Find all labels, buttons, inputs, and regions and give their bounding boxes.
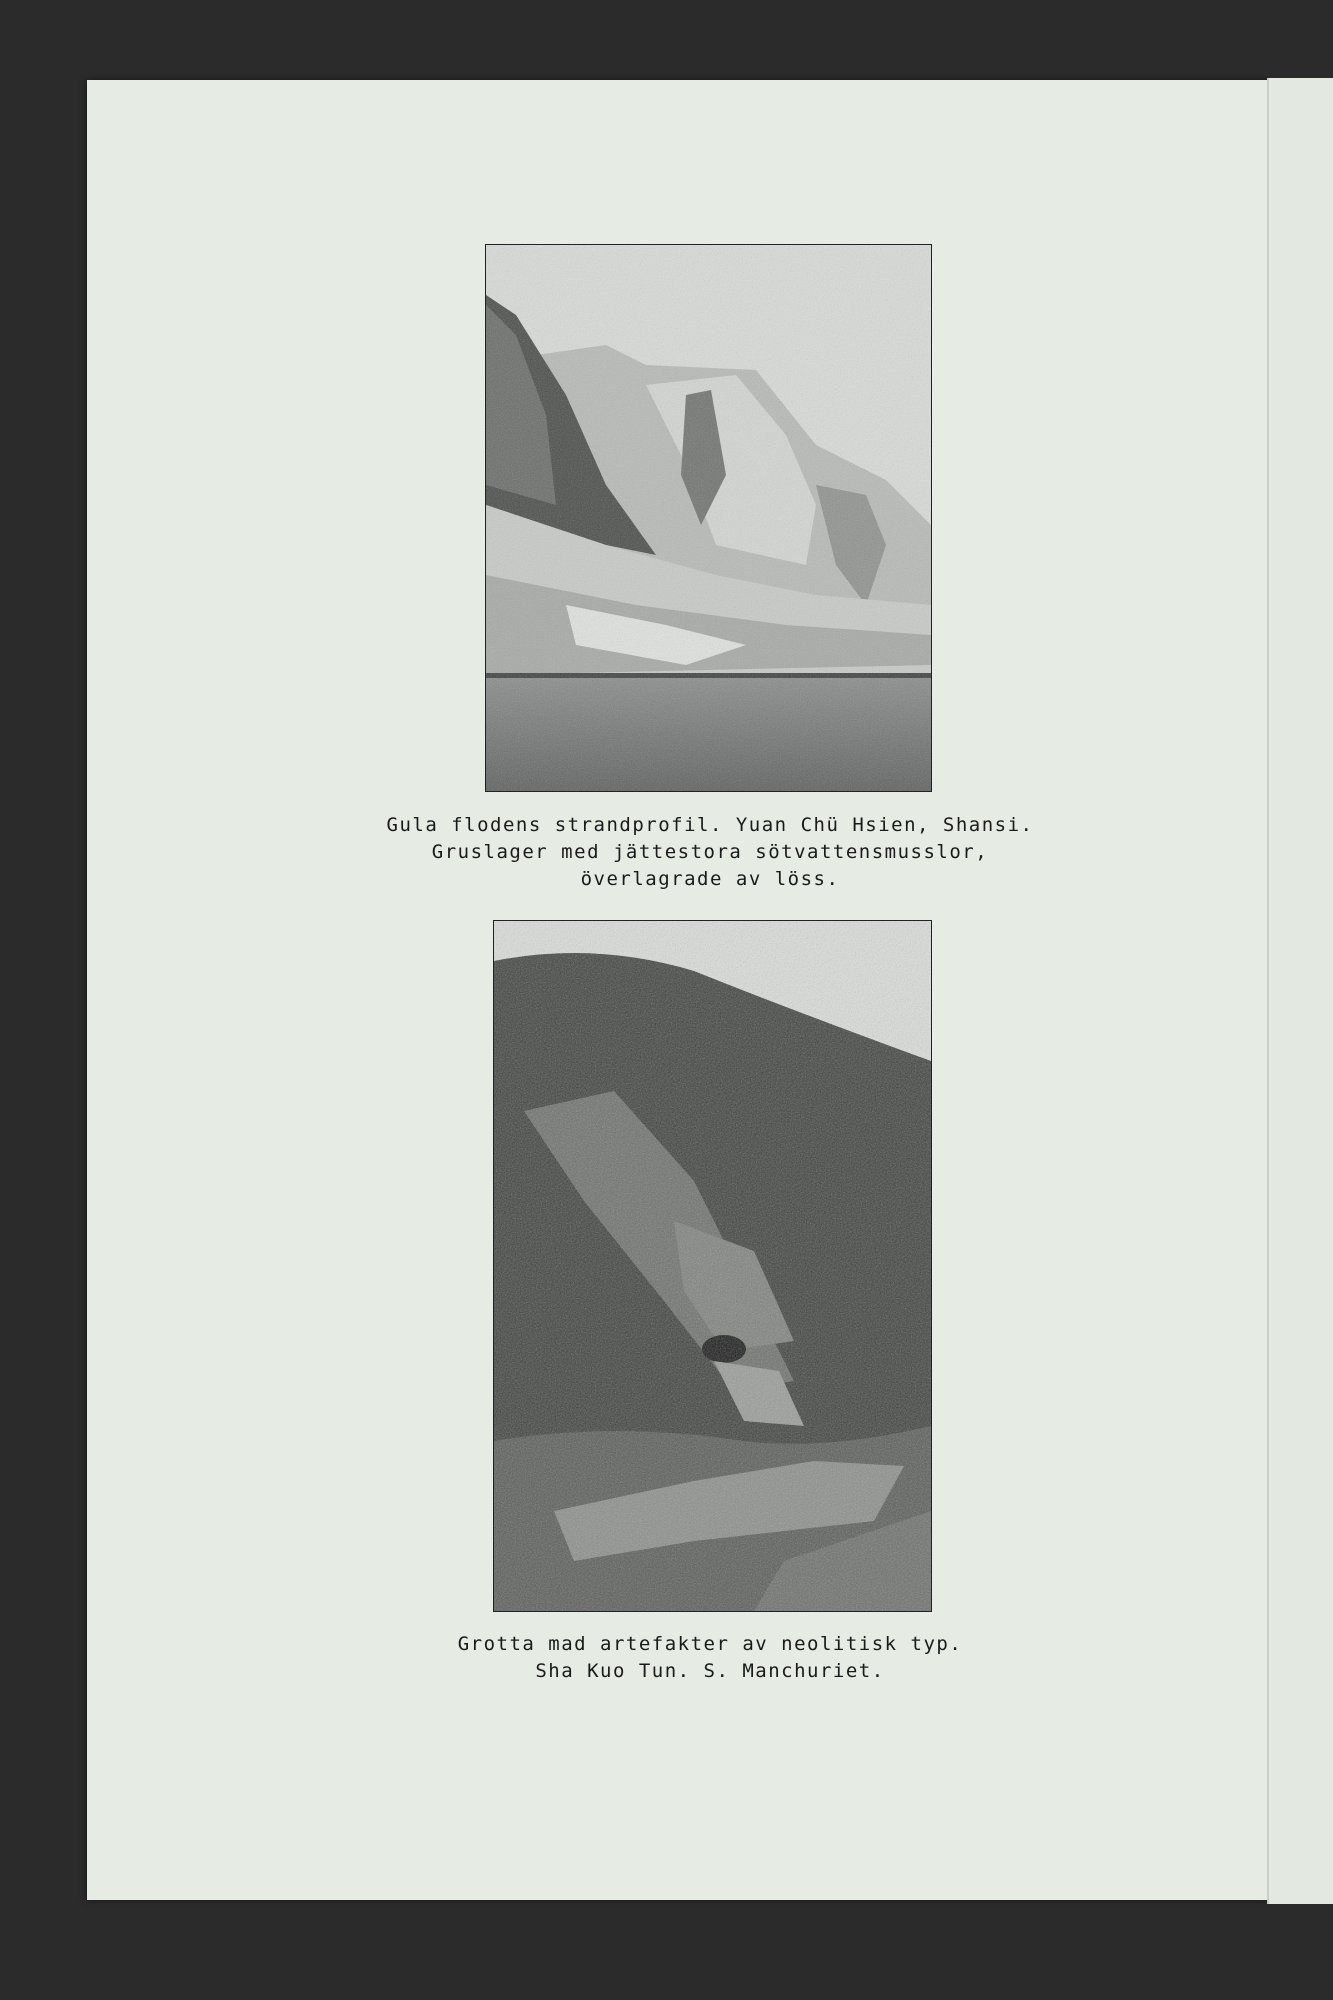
caption-line: Gula flodens strandprofil. Yuan Chü Hsien, Shansi. [386,814,1034,836]
caption-line: överlagrade av löss. [580,868,840,890]
caption-hillside-cave [330,1631,1090,1685]
photo-river-cliff [486,245,931,791]
photo-hillside-cave [494,921,931,1611]
caption-river-cliff [330,812,1090,893]
caption-line: Gruslager med jättestora sötvattensmusslor, [431,841,989,863]
facing-page-edge [1267,78,1333,1904]
caption-line: Grotta mad artefakter av neolitisk typ. [457,1633,963,1655]
caption-line: Sha Kuo Tun. S. Manchuriet. [535,1660,885,1682]
